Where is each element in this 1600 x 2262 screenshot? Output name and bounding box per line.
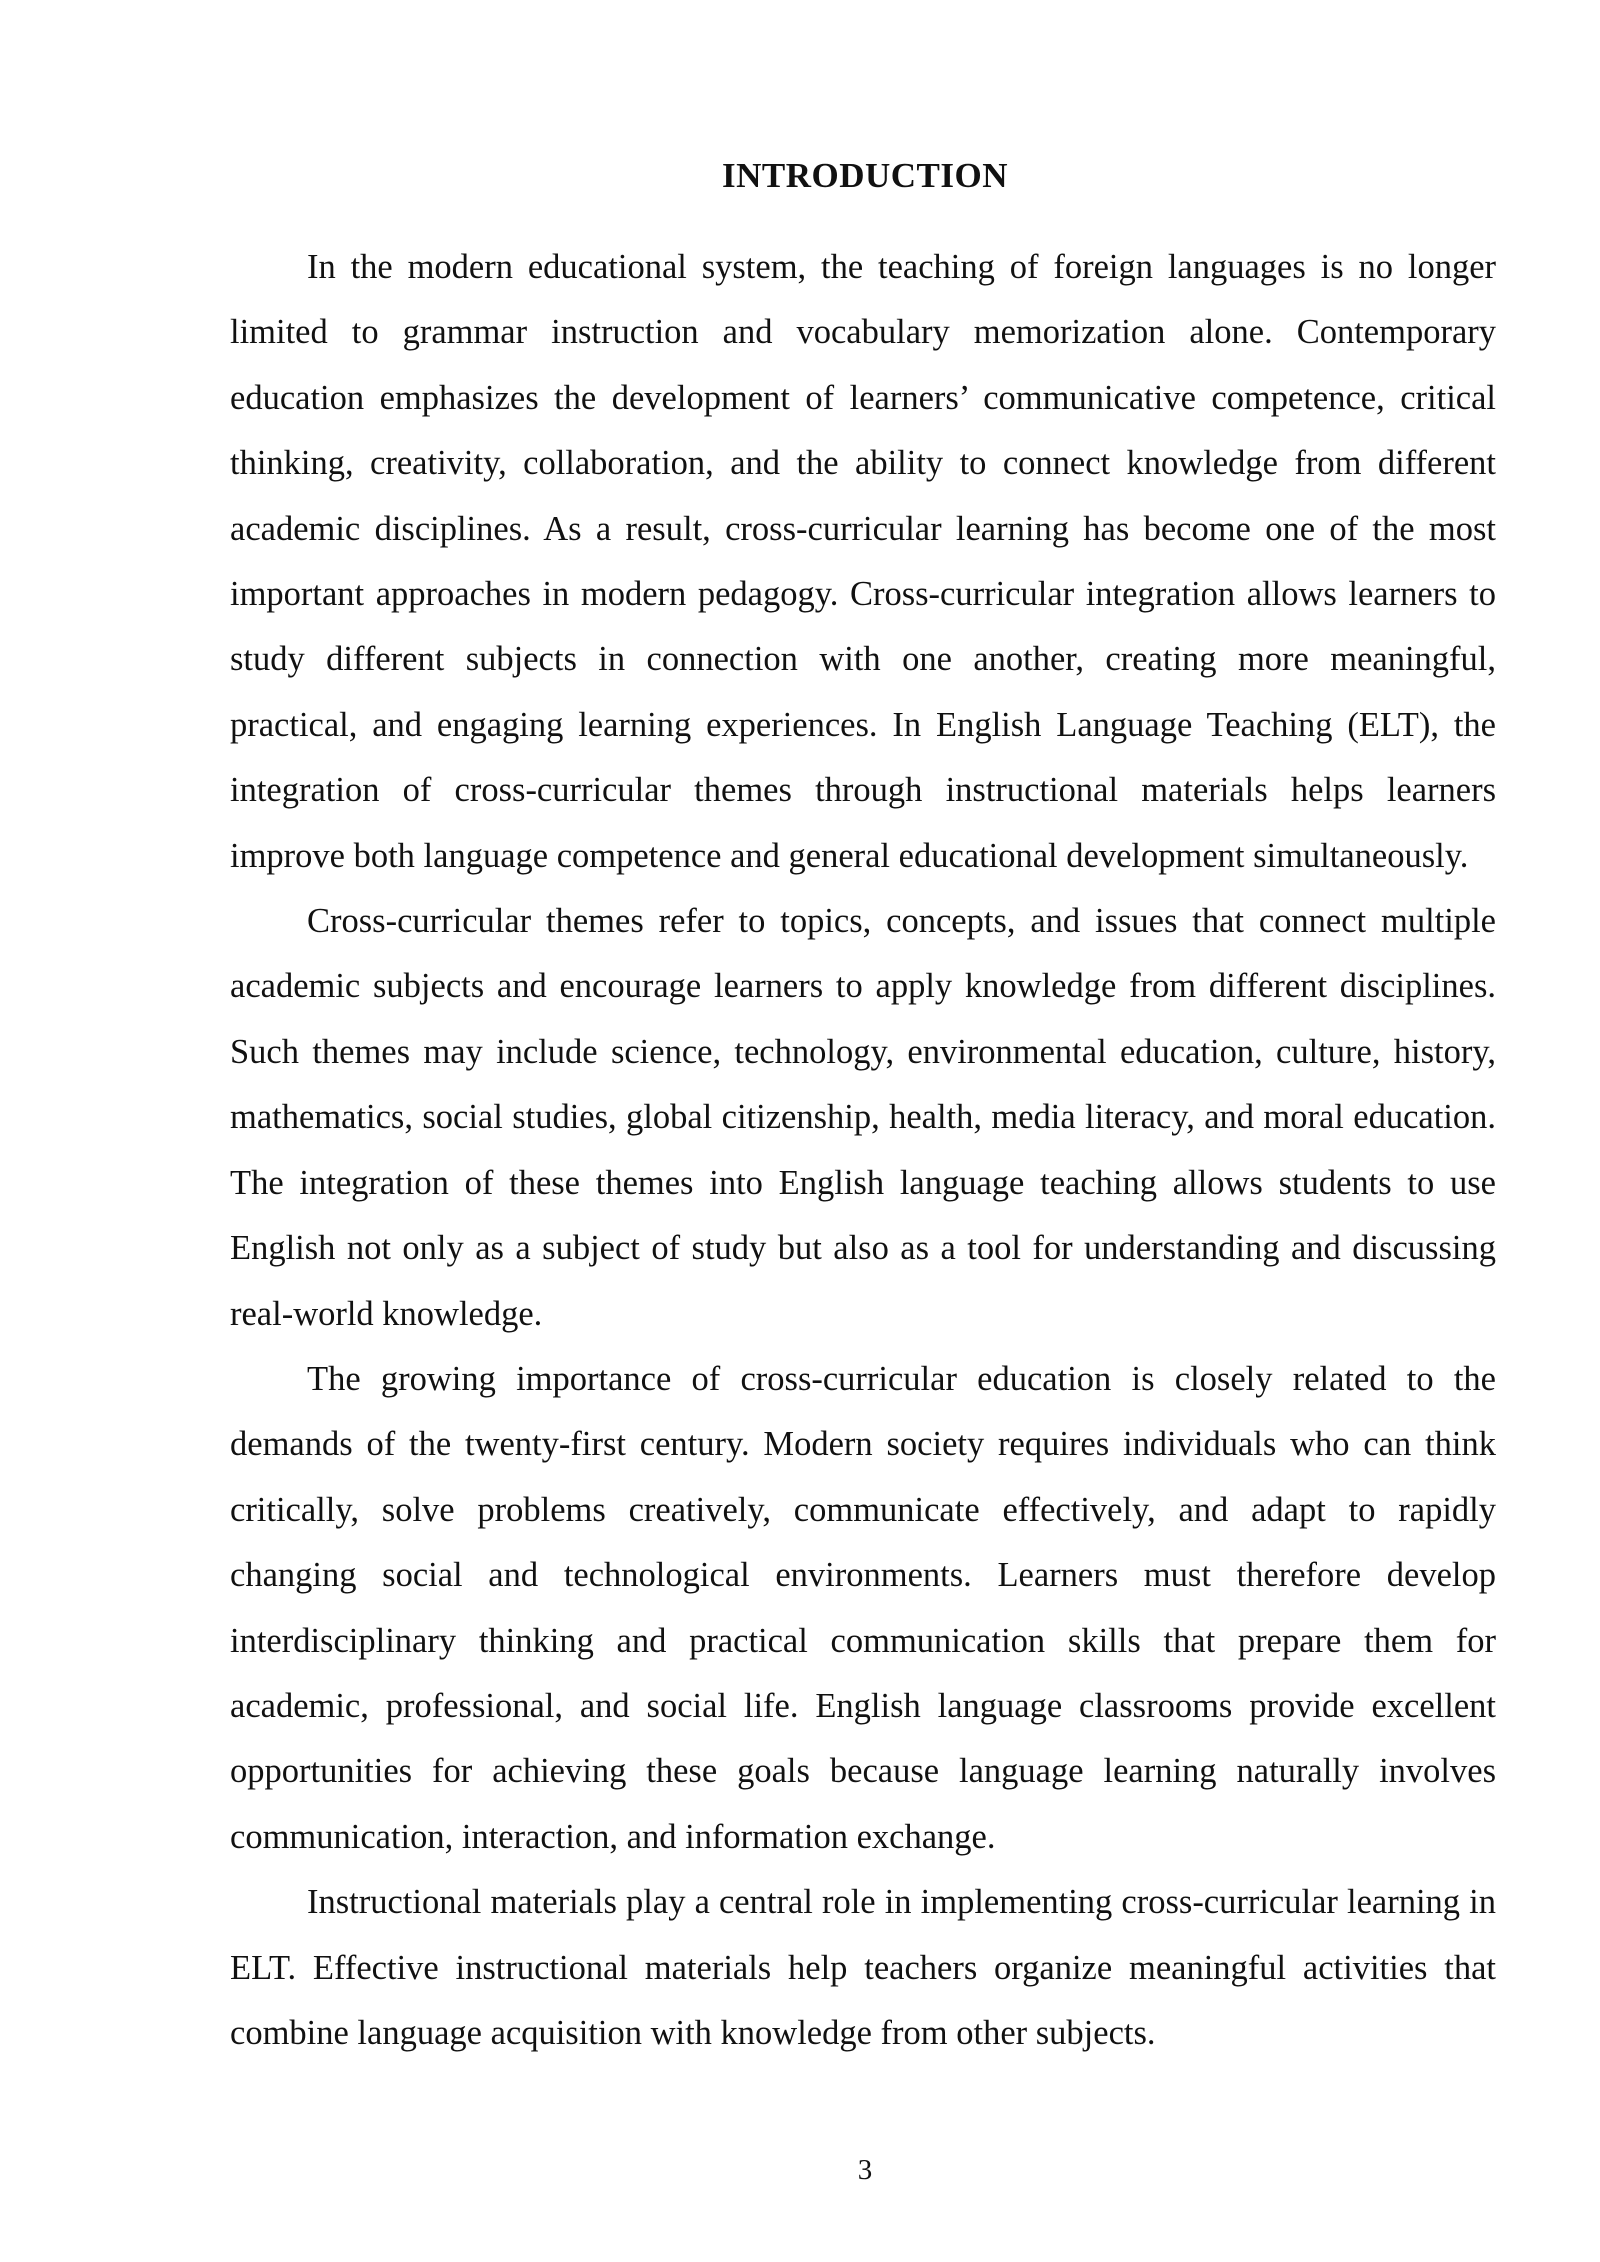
paragraph: The growing importance of cross-curricular education is closely related to the demands of the twenty-first century. Modern society requires individuals who can think critically, solve problems creatively, communicate effectively, and adapt to rapidly changing social and technological environments. Learners must therefore develop interdisciplinary thinking and practical communication skills that prepare them for academic, professional, and social life. English language classrooms provide excellent opportunities for achieving these goals because language learning naturally involves communication, interaction, and information exchange. [230, 1359, 1496, 1856]
paragraph: Instructional materials play a central role in implementing cross-curricular learning in ELT. Effective instructional materials help teachers organize meaningful activities that combine language acquisition with knowledge from other subjects. [230, 1883, 1496, 2052]
body-text [230, 235, 1496, 2066]
page-number: 3 [857, 2154, 873, 2186]
page-title: INTRODUCTION [721, 156, 1009, 195]
paragraph: In the modern educational system, the teaching of foreign languages is no longer limited to grammar instruction and vocabulary memorization alone. Contemporary education emphasizes the development of learners’ communicative competence, critical thinking, creativity, collaboration, and the ability to connect knowledge from different academic disciplines. As a result, cross-curricular learning has become one of the most important approaches in modern pedagogy. Cross-curricular integration allows learners to study different subjects in connection with one another, creating more meaningful, practical, and engaging learning experiences. In English Language Teaching (ELT), the integration of cross-curricular themes through instructional materials helps learners improve both language competence and general educational development simultaneously. [230, 248, 1496, 875]
paragraph: Cross-curricular themes refer to topics, concepts, and issues that connect multiple academic subjects and encourage learners to apply knowledge from different disciplines. Such themes may include science, technology, environmental education, culture, history, mathematics, social studies, global citizenship, health, media literacy, and moral education. The integration of these themes into English language teaching allows students to use English not only as a subject of study but also as a tool for understanding and discussing real-world knowledge. [230, 902, 1496, 1333]
